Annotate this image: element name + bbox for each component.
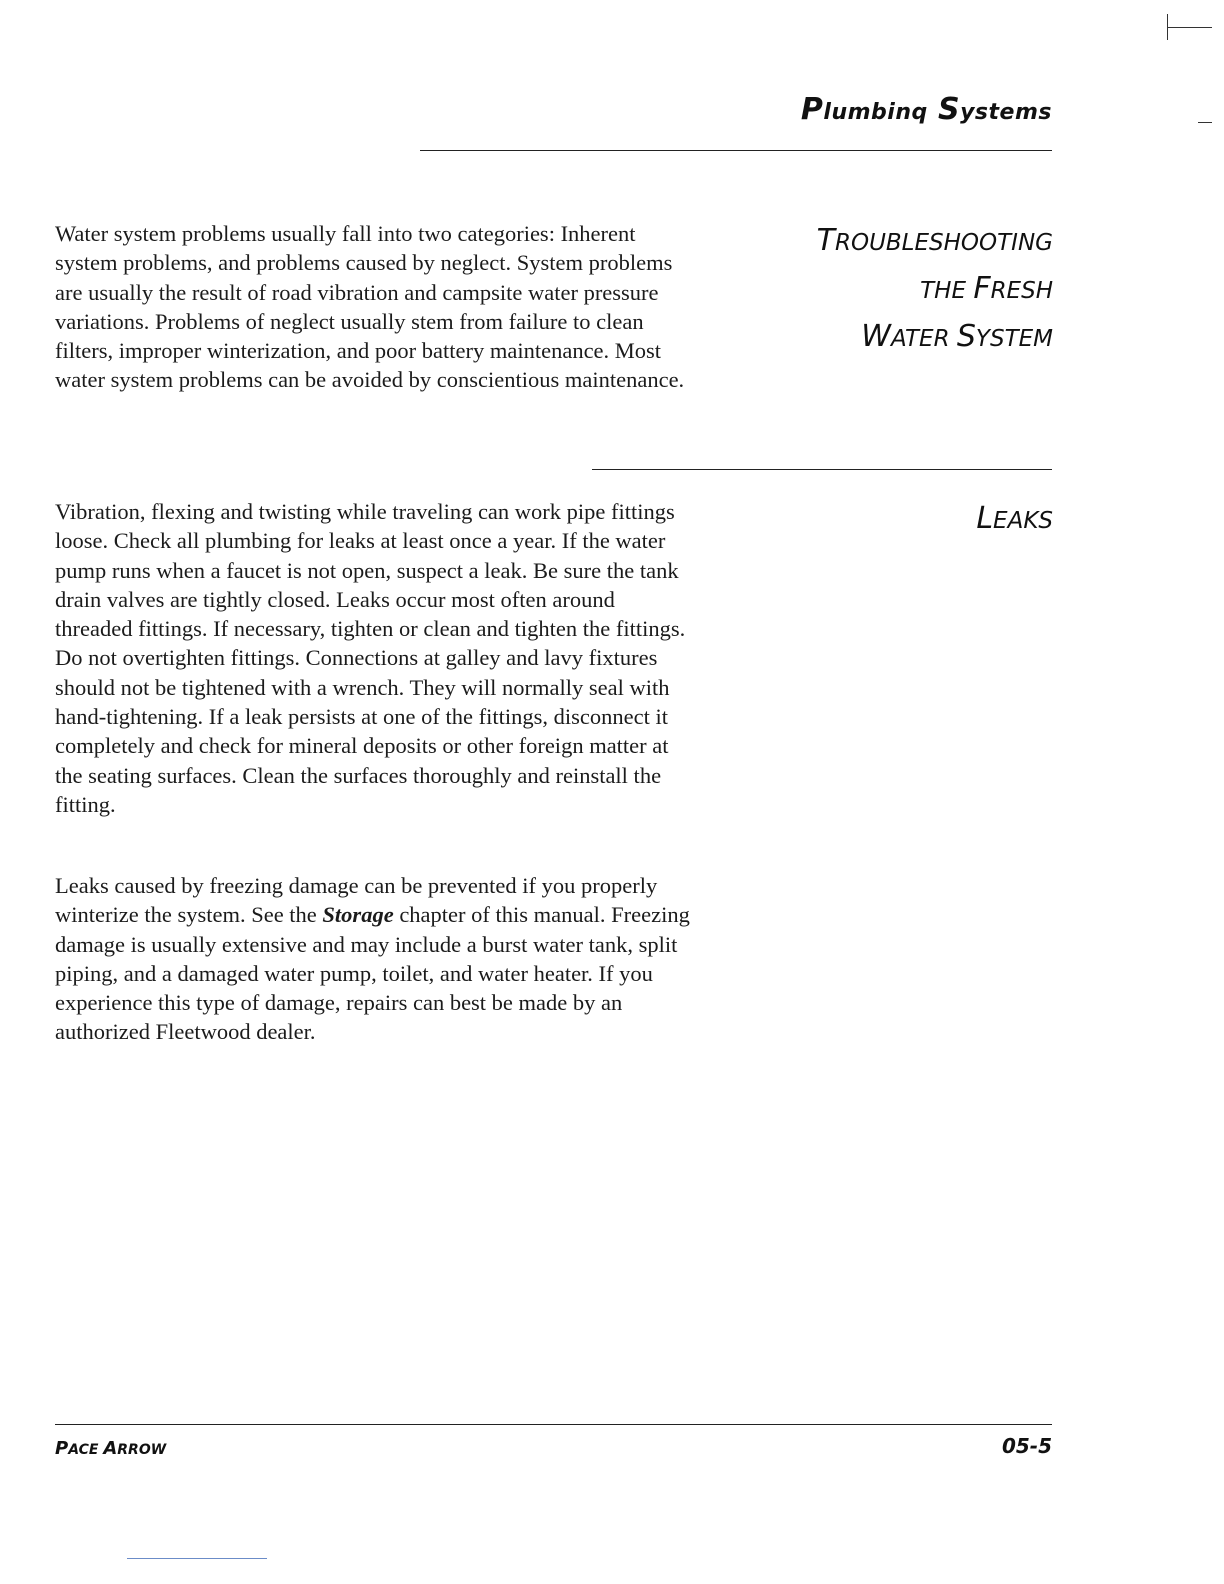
header-rule: [420, 150, 1052, 151]
troubleshooting-paragraph: Water system problems usually fall into two categories: Inherent system problems, and problems caused by neglect. System problems are usually the result of road vibration and campsite water pressure variations. Problems of neglect usually stem from failure to clean filters, improper winterization, and poor battery maintenance. Most water system problems can be avoided by conscientious maintenance.: [55, 221, 685, 393]
section-heading-troubleshooting: [720, 218, 1053, 362]
leaks-paragraph-2: [55, 871, 695, 1047]
section-divider-rule: [592, 469, 1052, 470]
leaks-paragraph-1: Vibration, flexing and twisting while traveling can work pipe fittings loose. Check all plumbing for leaks at least once a year. If the water pump runs when a faucet is not open, suspect a leak. Be sure the tank drain valves are tightly closed. Leaks occur most often around threaded fittings. If necessary, tighten or clean and tighten the fittings. Do not overtighten fittings. Connections at galley and lavy fixtures should not be tightened with a wrench. They will normally seal with hand-tightening. If a leak persists at one of the fittings, disconnect it completely and check for mineral deposits or other foreign matter at the seating surfaces. Clean the surfaces thoroughly and reinstall the fitting.: [55, 499, 686, 817]
scan-artifact-line: [127, 1558, 267, 1559]
section-heading-leaks: LEAKS: [976, 501, 1053, 536]
storage-emphasis: Storage: [322, 902, 394, 928]
title-cap-s: S: [937, 92, 961, 127]
title-rest-plumbing: lumbinq: [823, 100, 928, 125]
heading-line-3: WATER SYSTEM: [861, 319, 1053, 354]
paragraph2-text-before: Leaks caused by freezing damage can be prevented if you properly winterize the system. See the: [55, 873, 658, 928]
margin-mark-horizontal: [1168, 27, 1212, 28]
title-cap-p: P: [800, 92, 824, 127]
heading-line-2: THE FRESH: [920, 271, 1053, 306]
paragraph2-text-after: chapter of this manual. Freezing damage is usually extensive and may include a burst water tank, split piping, and a damaged water pump, toilet, and water heater. If you experience this type of damage, repairs can best be made by an authorized Fleetwood dealer.: [55, 902, 690, 1045]
footer-rule: [55, 1424, 1052, 1425]
footer-model-name: PACE ARROW: [55, 1438, 167, 1459]
page-number: 05-5: [1001, 1434, 1052, 1458]
margin-mark-dash: [1198, 122, 1212, 123]
page-title: [560, 92, 1052, 127]
title-rest-systems: ystems: [960, 100, 1052, 125]
heading-line-1: TROUBLESHOOTING: [816, 223, 1053, 258]
